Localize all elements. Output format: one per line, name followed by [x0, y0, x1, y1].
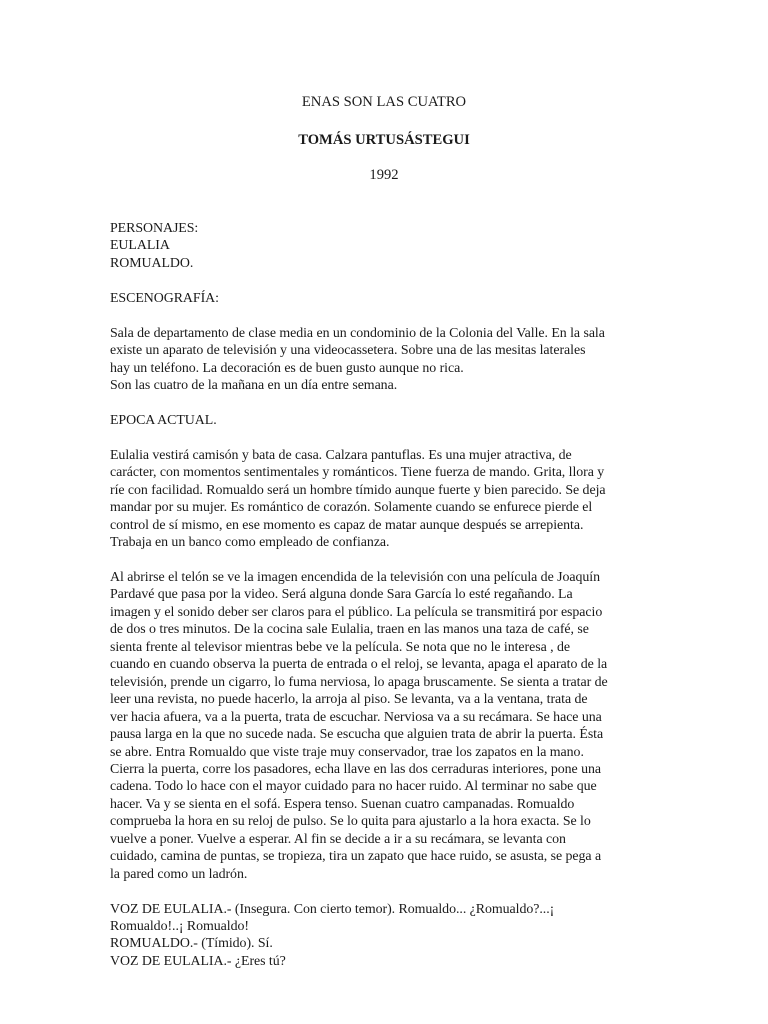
dialogue-line: ROMUALDO.- (Tímido). Sí. — [110, 936, 273, 952]
character-description — [110, 447, 672, 552]
character-item: EULALIA — [110, 238, 170, 254]
text-line: leer una revista, no puede hacerlo, la arroja al piso. Se levanta, va a la ventana, trata de — [110, 692, 588, 708]
dialogue-line: VOZ DE EULALIA.- ¿Eres tú? — [110, 953, 286, 969]
text-line: de dos o tres minutos. De la cocina sale Eulalia, traen en las manos una taza de café, se — [110, 622, 589, 638]
text-line: vuelve a poner. Vuelve a esperar. Al fin se decide a ir a su recámara, se levanta con — [110, 831, 566, 847]
text-line: existe un aparato de televisión y una videocassetera. Sobre una de las mesitas laterales — [110, 343, 586, 359]
year: 1992 — [369, 167, 399, 183]
text-line: televisión, prende un cigarro, lo fuma nerviosa, lo apaga bruscamente. Se sienta a tratar de — [110, 674, 608, 690]
text-line: cuidado, camina de puntas, se tropieza, tira un zapato que hace ruido, se asusta, se pega a — [110, 849, 602, 865]
text-line: mandar por su mujer. Es romántico de corazón. Solamente cuando se enfurece pierde el — [110, 500, 593, 516]
text-line: carácter, con momentos sentimentales y románticos. Tiene fuerza de mando. Grita, llora y — [110, 465, 605, 481]
text-line: Pardavé que pasa por la video. Será alguna donde Sara García lo esté regañando. La — [110, 587, 573, 603]
text-line: comprueba la hora en su reloj de pulso. Se lo quita para ajustarlo a la hora exacta. Se lo — [110, 814, 591, 830]
text-line: control de sí mismo, en ese momento es capaz de matar aunque después se arrepienta. — [110, 517, 584, 533]
text-line: hacer. Va y se sienta en el sofá. Espera tenso. Suenan cuatro campanadas. Romualdo — [110, 796, 575, 812]
dialogue — [110, 901, 672, 971]
characters-heading: PERSONAJES: — [110, 221, 199, 236]
scenography-text — [110, 325, 672, 395]
character-item: ROMUALDO. — [110, 255, 194, 271]
text-line: Trabaja en un banco como empleado de confianza. — [110, 535, 390, 551]
dialogue-line: Romualdo!..¡ Romualdo! — [110, 919, 249, 935]
epoch-block — [110, 412, 672, 429]
author-name: TOMÁS URTUSÁSTEGUI — [298, 132, 470, 148]
text-line: cadena. Todo lo hace con el mayor cuidado para no hacer ruido. Al terminar no sabe que — [110, 779, 597, 795]
dialogue-line: VOZ DE EULALIA.- (Insegura. Con cierto temor). Romualdo... ¿Romualdo?...¡ — [110, 901, 555, 917]
text-line: sienta frente al televisor mientras bebe ve la película. Se nota que no le interesa , de — [110, 639, 570, 655]
scenography-heading: ESCENOGRAFÍA: — [110, 290, 219, 306]
characters-section — [110, 220, 672, 272]
text-line: Son las cuatro de la mañana en un día entre semana. — [110, 378, 398, 394]
document-body — [110, 220, 672, 988]
text-line: Sala de departamento de clase media en un condominio de la Colonia del Valle. En la sala — [110, 325, 605, 341]
text-line: cuando en cuando observa la puerta de entrada o el reloj, se levanta, apaga el aparato de la — [110, 657, 608, 673]
text-line: Eulalia vestirá camisón y bata de casa. Calzara pantuflas. Es una mujer atractiva, de — [110, 447, 572, 463]
text-line: imagen y el sonido deber ser claros para el público. La película se transmitirá por espacio — [110, 604, 603, 620]
text-line: la pared como un ladrón. — [110, 866, 248, 882]
text-line: hay un teléfono. La decoración es de buen gusto aunque no rica. — [110, 360, 464, 376]
stage-direction — [110, 569, 672, 883]
text-line: Al abrirse el telón se ve la imagen encendida de la televisión con una película de Joaquín — [110, 569, 600, 585]
text-line: ver hacia afuera, va a la puerta, trata de escuchar. Nerviosa va a su recámara. Se hace una — [110, 709, 602, 725]
play-title: ENAS SON LAS CUATRO — [301, 94, 467, 110]
text-line: pausa larga en la que no sucede nada. Se escucha que alguien trata de abrir la puerta. Ésta — [110, 727, 604, 743]
text-line: se abre. Entra Romualdo que viste traje muy conservador, trae los zapatos en la mano. — [110, 744, 584, 760]
text-line: Cierra la puerta, corre los pasadores, echa llave en las dos cerraduras interiores, pone una — [110, 761, 602, 777]
epoch-heading: EPOCA ACTUAL. — [110, 412, 217, 428]
scenography-heading-block — [110, 290, 672, 307]
text-line: ríe con facilidad. Romualdo será un hombre tímido aunque fuerte y bien parecido. Se deja — [110, 482, 606, 498]
